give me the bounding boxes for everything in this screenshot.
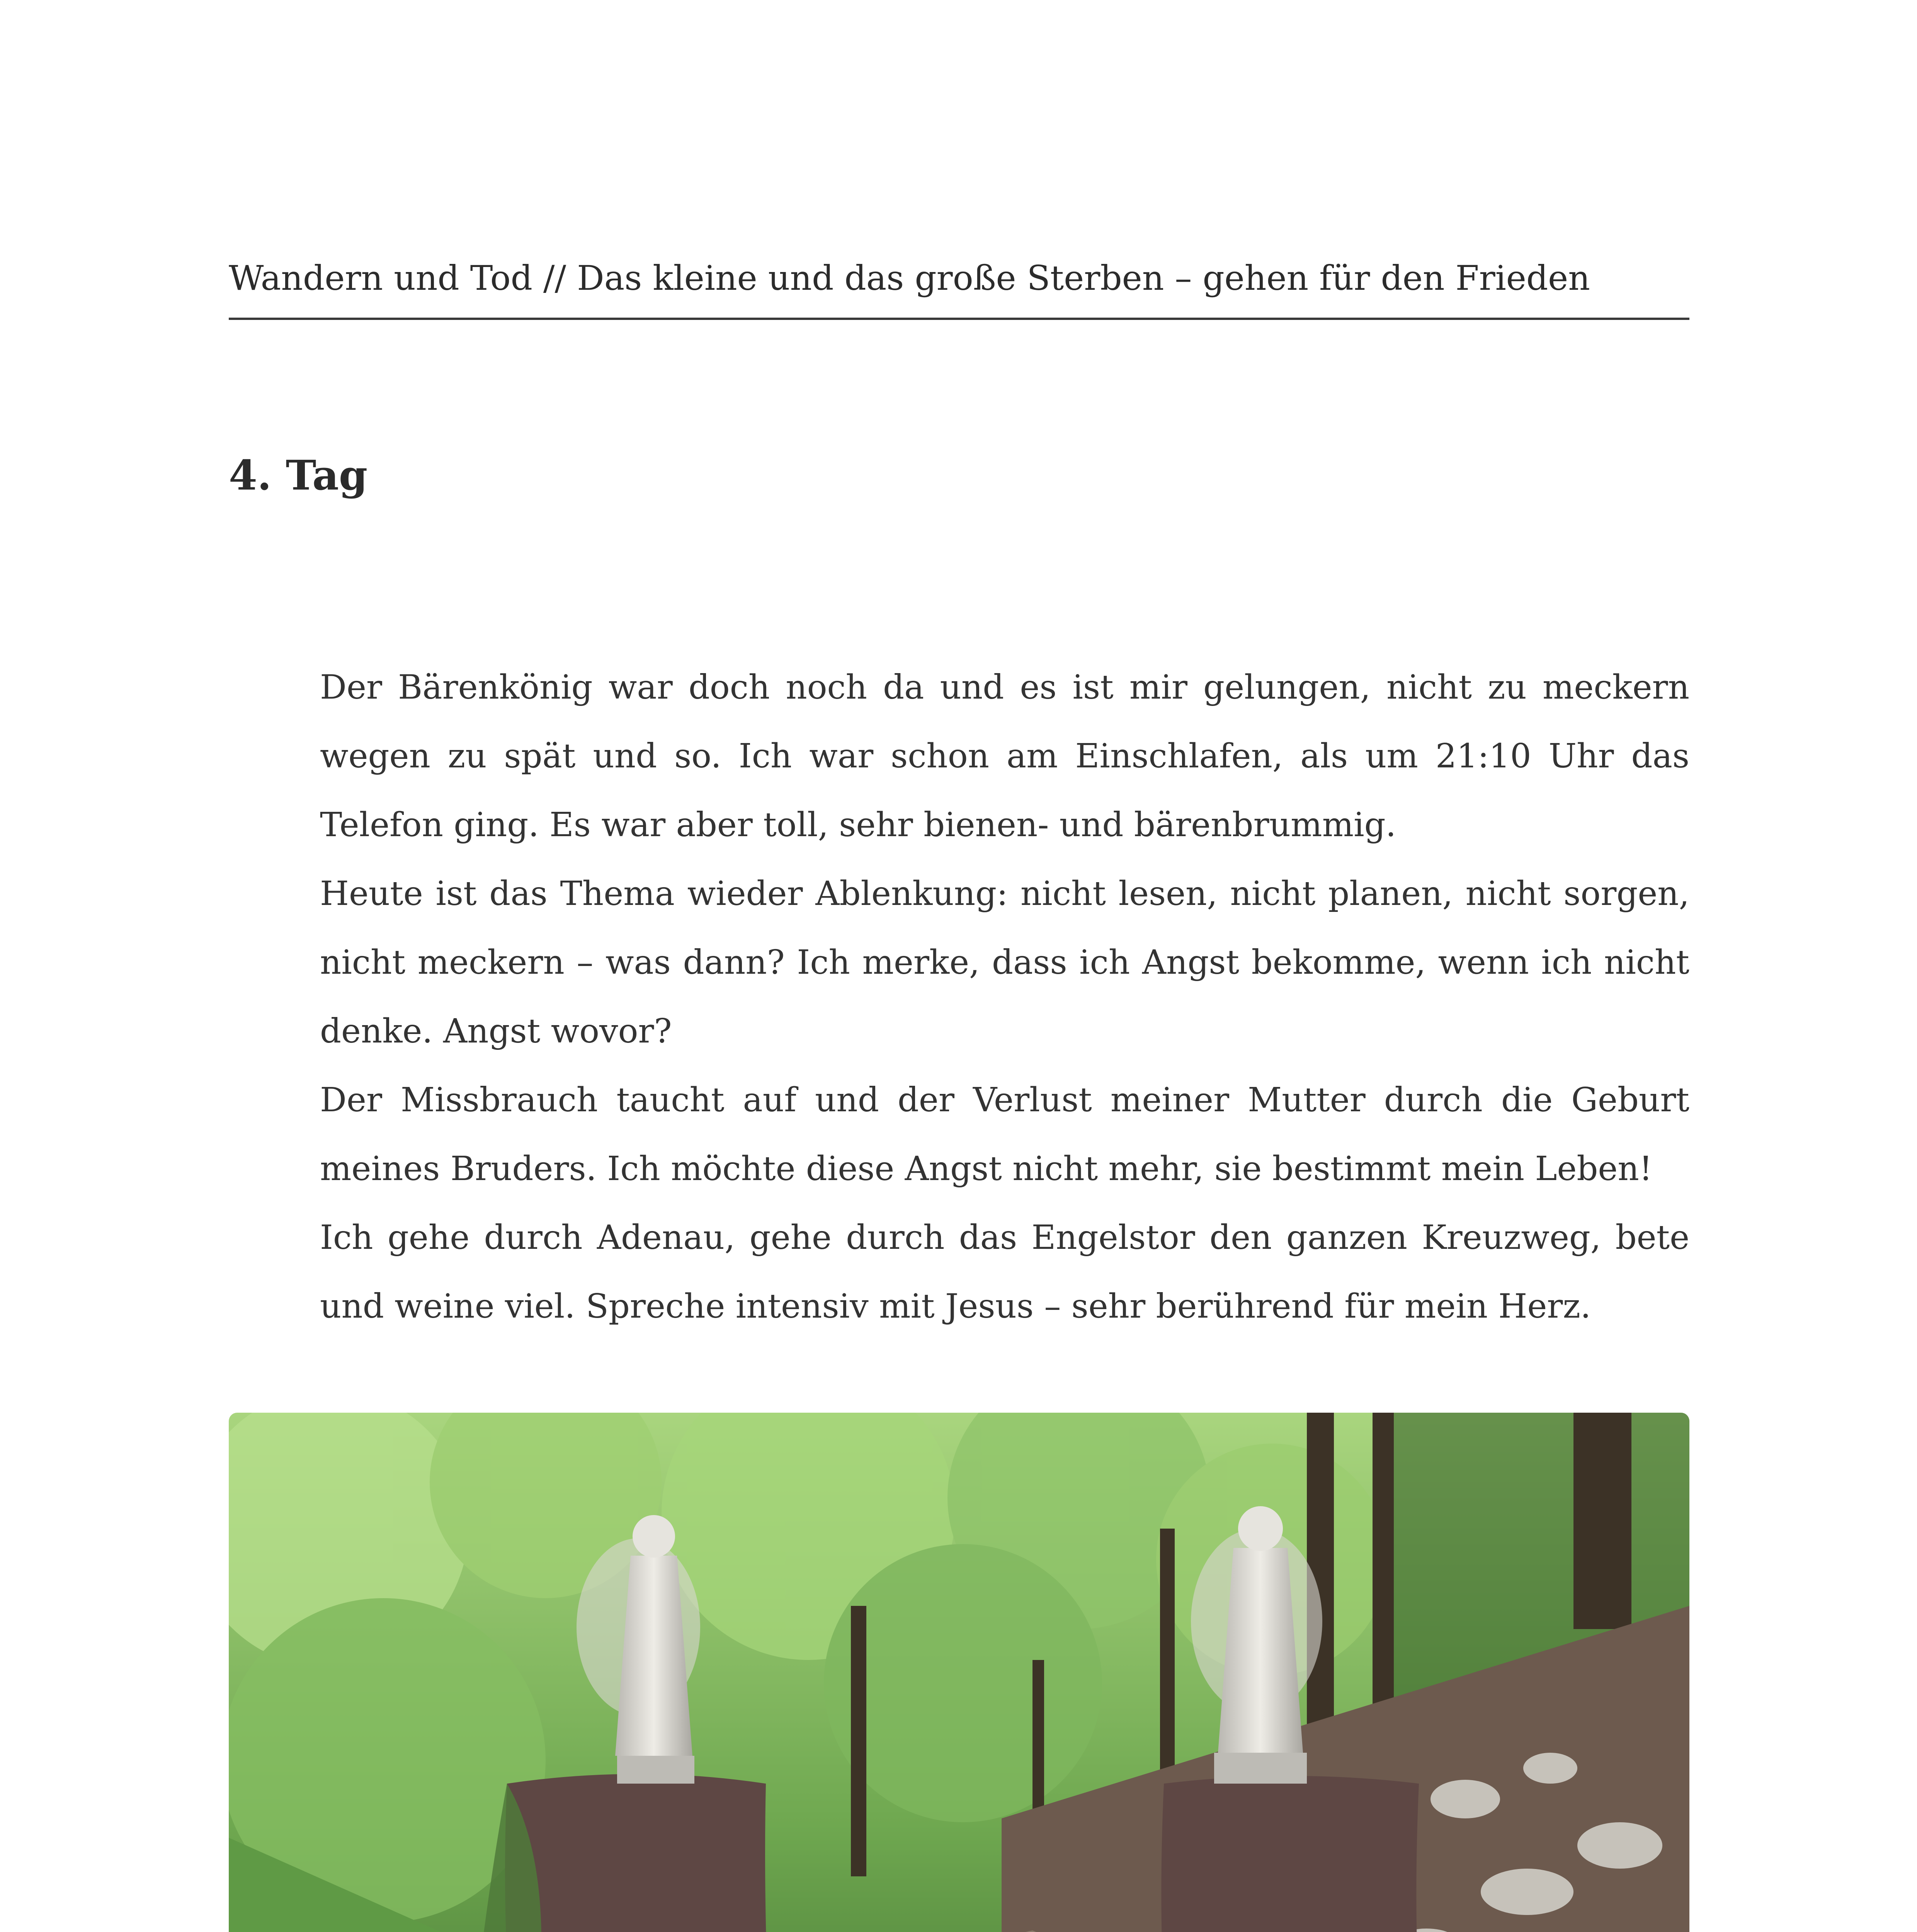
- running-head-section: Wandern und Tod: [229, 258, 532, 298]
- running-head-subtitle: Das kleine und das große Sterben – gehen für den Frieden: [577, 258, 1590, 298]
- header-rule: [229, 318, 1689, 320]
- paragraph: Der Missbrauch taucht auf und der Verlust meiner Mutter durch die Geburt meines Bruders. Ich möchte diese Angst nicht mehr, sie bestimmt mein Leben!: [320, 1081, 1689, 1188]
- running-head: [229, 255, 1689, 301]
- paragraph: Heute ist das Thema wieder Ablenkung: nicht lesen, nicht planen, nicht sorgen, nicht meckern – was dann? Ich merke, dass ich Angst bekomme, wenn ich nicht denke. Angst wovor?: [320, 874, 1689, 1051]
- chapter-title: 4. Tag: [229, 451, 368, 499]
- running-head-separator: //: [532, 258, 577, 298]
- paragraph: Der Bärenkönig war doch noch da und es ist mir gelungen, nicht zu meckern wegen zu spät und so. Ich war schon am Einschlafen, als um 21:10 Uhr das Telefon ging. Es war aber toll, sehr bienen- und bärenbrummig.: [320, 668, 1689, 844]
- body-text-before-image: [320, 653, 1689, 1341]
- photo-illustration: [229, 1413, 1689, 1932]
- photo-angel-gate: [229, 1413, 1689, 1932]
- paragraph: Ich gehe durch Adenau, gehe durch das Engelstor den ganzen Kreuzweg, bete und weine viel. Spreche intensiv mit Jesus – sehr berührend für mein Herz.: [320, 1218, 1689, 1326]
